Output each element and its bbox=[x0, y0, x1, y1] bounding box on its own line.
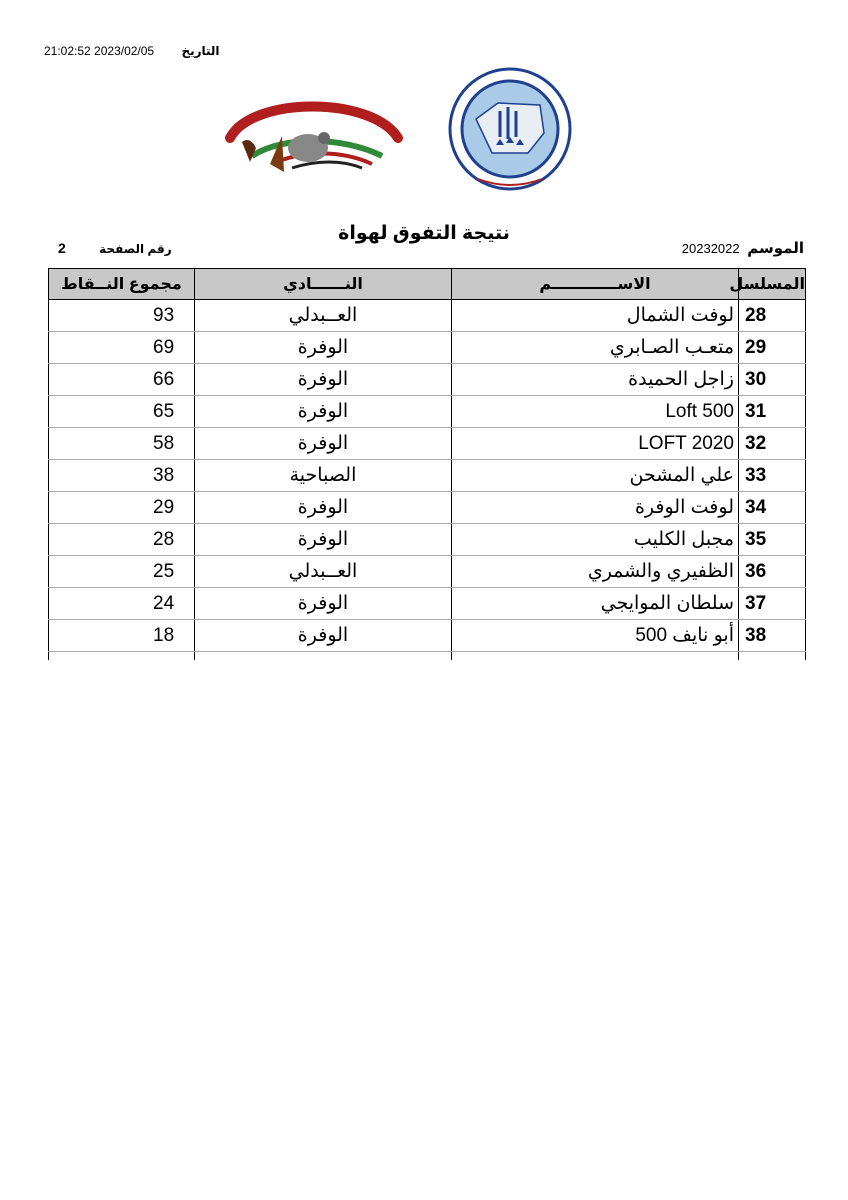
date-value: 21:02:52 2023/02/05 bbox=[44, 44, 155, 58]
date-block bbox=[44, 44, 220, 58]
page-title: نتيجة التفوق لهواة bbox=[338, 223, 510, 244]
row-club: الصباحية bbox=[195, 460, 452, 492]
row-name: زاجل الحميدة bbox=[452, 364, 739, 396]
row-name: الظفيري والشمري bbox=[452, 556, 739, 588]
row-name: مجبل الكليب bbox=[452, 524, 739, 556]
row-points: 38 bbox=[49, 460, 195, 492]
row-club: الوفرة bbox=[195, 492, 452, 524]
row-club: الوفرة bbox=[195, 588, 452, 620]
club-logo bbox=[222, 76, 404, 188]
table-row bbox=[49, 460, 806, 492]
season-block bbox=[682, 239, 804, 257]
row-points: 65 bbox=[49, 396, 195, 428]
table-row bbox=[49, 556, 806, 588]
federation-logo bbox=[448, 67, 572, 191]
row-serial: 31 bbox=[739, 396, 806, 428]
table-header-row bbox=[49, 269, 806, 300]
row-name: LOFT 2020 bbox=[452, 428, 739, 460]
row-serial: 37 bbox=[739, 588, 806, 620]
row-club: العــبدلي bbox=[195, 556, 452, 588]
row-name: أبو نايف 500 bbox=[452, 620, 739, 652]
row-name: متعـب الصـابري bbox=[452, 332, 739, 364]
row-points: 69 bbox=[49, 332, 195, 364]
table-row bbox=[49, 364, 806, 396]
row-club: الوفرة bbox=[195, 396, 452, 428]
table-row bbox=[49, 524, 806, 556]
table-tail-cell bbox=[195, 652, 452, 661]
row-name: Loft 500 bbox=[452, 396, 739, 428]
row-name: لوفت الوفرة bbox=[452, 492, 739, 524]
table-row bbox=[49, 332, 806, 364]
row-points: 25 bbox=[49, 556, 195, 588]
column-header-club: النــــــادي bbox=[195, 269, 452, 300]
season-label: الموسم bbox=[747, 240, 804, 257]
row-club: الوفرة bbox=[195, 620, 452, 652]
row-club: العــبدلي bbox=[195, 300, 452, 332]
row-points: 58 bbox=[49, 428, 195, 460]
row-name: علي المشحن bbox=[452, 460, 739, 492]
row-points: 93 bbox=[49, 300, 195, 332]
row-name: لوفت الشمال bbox=[452, 300, 739, 332]
table-tail-cell bbox=[452, 652, 739, 661]
page-number: 2 bbox=[58, 240, 66, 256]
row-serial: 29 bbox=[739, 332, 806, 364]
row-serial: 32 bbox=[739, 428, 806, 460]
table-tail bbox=[49, 652, 806, 661]
results-table bbox=[48, 268, 806, 660]
table-row bbox=[49, 396, 806, 428]
row-points: 24 bbox=[49, 588, 195, 620]
row-points: 29 bbox=[49, 492, 195, 524]
row-name: سلطان الموايجي bbox=[452, 588, 739, 620]
table-row bbox=[49, 588, 806, 620]
page-number-label: رقم الصفحة bbox=[99, 242, 172, 256]
row-serial: 35 bbox=[739, 524, 806, 556]
column-header-points: مجموع النــقاط bbox=[49, 269, 195, 300]
page-number-block bbox=[58, 240, 172, 256]
column-header-name: الاســــــــــــم bbox=[452, 269, 739, 300]
table-row bbox=[49, 428, 806, 460]
row-serial: 33 bbox=[739, 460, 806, 492]
table-row bbox=[49, 620, 806, 652]
row-club: الوفرة bbox=[195, 524, 452, 556]
season-value: 20232022 bbox=[681, 241, 740, 256]
date-label: التاريخ bbox=[181, 44, 220, 58]
row-points: 66 bbox=[49, 364, 195, 396]
row-points: 18 bbox=[49, 620, 195, 652]
row-points: 28 bbox=[49, 524, 195, 556]
table-tail-cell bbox=[49, 652, 195, 661]
row-club: الوفرة bbox=[195, 428, 452, 460]
row-club: الوفرة bbox=[195, 332, 452, 364]
row-serial: 28 bbox=[739, 300, 806, 332]
row-serial: 30 bbox=[739, 364, 806, 396]
row-serial: 34 bbox=[739, 492, 806, 524]
row-club: الوفرة bbox=[195, 364, 452, 396]
table-row bbox=[49, 492, 806, 524]
table-row bbox=[49, 300, 806, 332]
column-header-serial: المسلسل bbox=[739, 269, 806, 300]
row-serial: 36 bbox=[739, 556, 806, 588]
table-tail-cell bbox=[739, 652, 806, 661]
row-serial: 38 bbox=[739, 620, 806, 652]
